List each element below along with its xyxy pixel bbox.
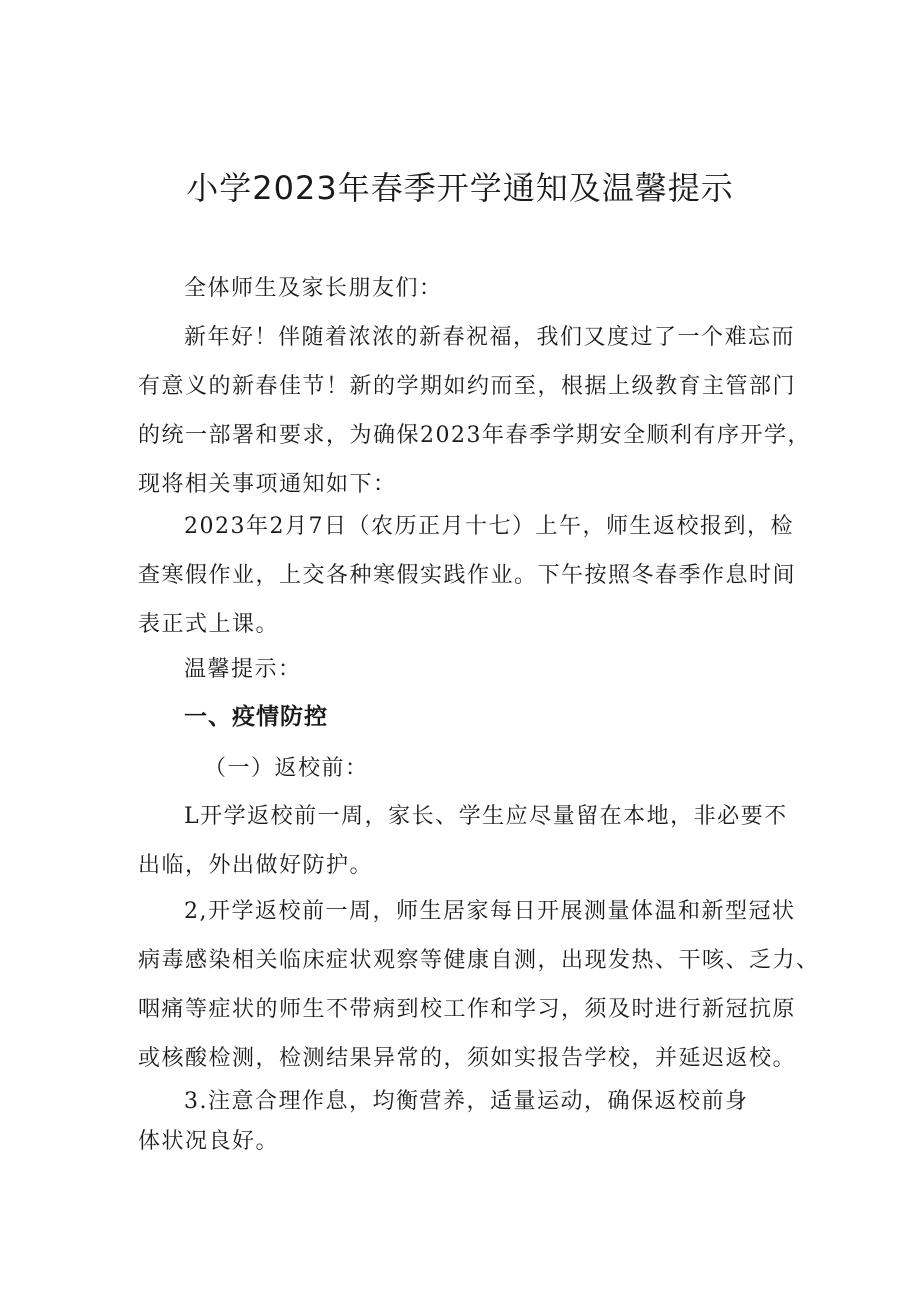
subsection-label-before-return: （一）返校前： — [204, 756, 369, 781]
intro-line: 新年好！伴随着浓浓的新春祝福，我们又度过了一个难忘而 — [184, 325, 796, 350]
item-2-line: 咽痛等症状的师生不带病到校工作和学习，须及时进行新冠抗原 — [138, 997, 797, 1022]
item-2-paragraph — [138, 887, 820, 1083]
intro-line: 现将相关事项通知如下： — [138, 472, 397, 497]
intro-line: 的统一部署和要求，为确保2023年春季学期安全顺利有序开学， — [138, 423, 811, 448]
item-3-line: 体状况良好。 — [138, 1129, 280, 1154]
intro-paragraph — [138, 313, 811, 509]
item-3-paragraph — [138, 1082, 808, 1162]
item-2-line: 病毒感染相关临床症状观察等健康自测，出现发热、干咳、乏力、 — [138, 948, 820, 973]
salutation: 全体师生及家长朋友们： — [184, 276, 443, 301]
document-title: 小学2023年春季开学通知及温馨提示 — [186, 169, 734, 207]
section-heading-epidemic-prevention: 一、疫情防控 — [184, 704, 328, 730]
item-1-line: 出临，外出做好防护。 — [138, 853, 374, 878]
item-1-paragraph — [138, 792, 808, 890]
schedule-line: 2023年2月7日（农历正月十七）上午，师生返校报到，检 — [184, 514, 794, 539]
item-1-line: L开学返校前一周，家长、学生应尽量留在本地，非必要不 — [184, 804, 788, 829]
intro-line: 有意义的新春佳节！新的学期如约而至，根据上级教育主管部门 — [138, 374, 797, 399]
tips-label: 温馨提示： — [184, 657, 302, 682]
item-3-line: 3.注意合理作息，均衡营养，适量运动，确保返校前身 — [184, 1089, 749, 1114]
schedule-line: 表正式上课。 — [138, 612, 280, 637]
item-2-line: 2,开学返校前一周，师生居家每日开展测量体温和新型冠状 — [184, 899, 796, 924]
item-2-line: 或核酸检测，检测结果异常的，须如实报告学校，并延迟返校。 — [138, 1046, 797, 1071]
schedule-line: 查寒假作业，上交各种寒假实践作业。下午按照冬春季作息时间 — [138, 563, 797, 588]
schedule-paragraph — [138, 502, 808, 649]
